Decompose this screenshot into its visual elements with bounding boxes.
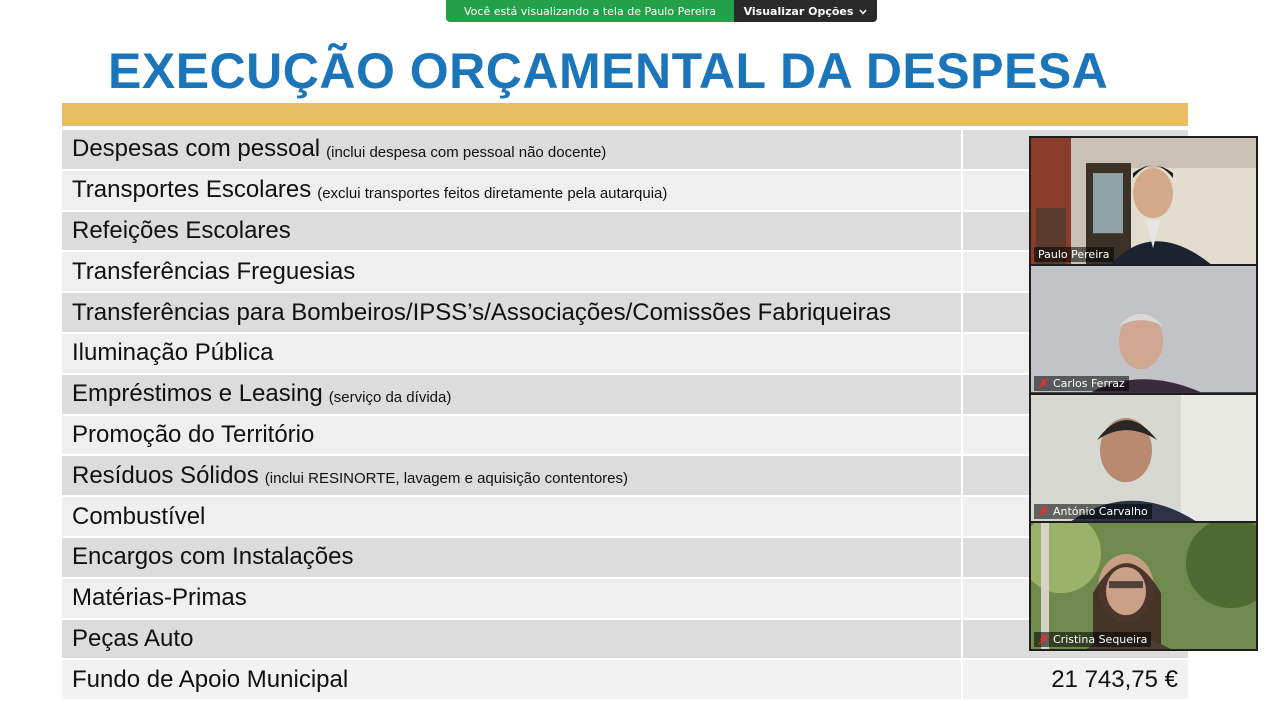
budget-table xyxy=(62,130,1188,701)
row-label-cell xyxy=(62,171,961,210)
view-options-button[interactable] xyxy=(734,0,877,22)
row-label-cell xyxy=(62,620,961,659)
row-label: Fundo de Apoio Municipal xyxy=(72,665,349,693)
participant-video-tile[interactable] xyxy=(1031,395,1256,521)
title-divider xyxy=(62,103,1188,126)
participant-video xyxy=(1031,266,1256,392)
table-row xyxy=(62,212,1188,251)
participant-name-tag xyxy=(1034,504,1152,519)
row-label-cell xyxy=(62,497,961,536)
participant-video-tile[interactable] xyxy=(1031,523,1256,649)
row-note: (inclui despesa com pessoal não docente) xyxy=(326,143,607,161)
table-row xyxy=(62,252,1188,291)
row-label: Promoção do Território xyxy=(72,420,315,448)
participant-video xyxy=(1031,523,1256,649)
row-label: Transferências para Bombeiros/IPSS’s/Associações/Comissões Fabriqueiras xyxy=(72,298,892,326)
row-label-cell xyxy=(62,212,961,251)
row-label: Combustível xyxy=(72,502,206,530)
row-label: Matérias-Primas xyxy=(72,584,247,612)
muted-microphone-icon xyxy=(1038,378,1049,389)
row-label-cell xyxy=(62,334,961,373)
share-status-text: Você está visualizando a tela de Paulo Pereira xyxy=(446,0,734,22)
table-row xyxy=(62,660,1188,699)
table-row xyxy=(62,334,1188,373)
row-label-cell xyxy=(62,130,961,169)
row-label-cell xyxy=(62,252,961,291)
row-value: 21 743,75 € xyxy=(963,660,1188,699)
video-gallery xyxy=(1029,136,1258,651)
table-row xyxy=(62,171,1188,210)
row-label-cell xyxy=(62,579,961,618)
table-row xyxy=(62,456,1188,495)
participant-name: Carlos Ferraz xyxy=(1053,376,1125,390)
participant-name: Cristina Sequeira xyxy=(1053,633,1148,646)
row-label: Peças Auto xyxy=(72,624,194,652)
participant-video xyxy=(1031,395,1256,521)
table-row xyxy=(62,620,1188,659)
participant-name: António Carvalho xyxy=(1053,504,1148,518)
table-row xyxy=(62,538,1188,577)
participant-video-tile[interactable] xyxy=(1031,138,1256,264)
row-label: Resíduos Sólidos xyxy=(72,461,259,489)
row-note: (inclui RESINORTE, lavagem e aquisição contentores) xyxy=(264,470,628,488)
row-label: Iluminação Pública xyxy=(72,339,274,367)
participant-name-tag xyxy=(1034,247,1114,262)
table-row xyxy=(62,497,1188,536)
table-row xyxy=(62,375,1188,414)
participant-video-tile[interactable] xyxy=(1031,266,1256,392)
participant-name: Paulo Pereira xyxy=(1038,248,1110,262)
row-label: Encargos com Instalações xyxy=(72,543,354,571)
row-label: Transportes Escolares xyxy=(72,176,312,204)
row-label: Despesas com pessoal xyxy=(72,135,321,163)
row-label: Refeições Escolares xyxy=(72,216,291,244)
row-label: Transferências Freguesias xyxy=(72,257,356,285)
row-label-cell xyxy=(62,538,961,577)
participant-name-tag xyxy=(1034,632,1151,647)
row-label-cell xyxy=(62,375,961,414)
table-row xyxy=(62,416,1188,455)
view-options-label: Visualizar Opções xyxy=(743,4,854,18)
row-label-cell xyxy=(62,660,961,699)
muted-microphone-icon xyxy=(1038,506,1049,517)
table-row xyxy=(62,130,1188,169)
chevron-down-icon xyxy=(859,5,867,18)
row-note: (exclui transportes feitos diretamente pela autarquia) xyxy=(317,184,668,202)
row-label-cell xyxy=(62,456,961,495)
muted-microphone-icon xyxy=(1038,634,1049,645)
row-label-cell xyxy=(62,416,961,455)
screen-share-banner xyxy=(446,0,877,22)
row-note: (serviço da dívida) xyxy=(328,388,452,406)
slide-title: EXECUÇÃO ORÇAMENTAL DA DESPESA xyxy=(108,43,1109,99)
row-label: Empréstimos e Leasing xyxy=(72,380,323,408)
participant-name-tag xyxy=(1034,376,1129,391)
row-label-cell xyxy=(62,293,961,332)
participant-video xyxy=(1031,138,1256,264)
table-row xyxy=(62,579,1188,618)
table-row xyxy=(62,293,1188,332)
